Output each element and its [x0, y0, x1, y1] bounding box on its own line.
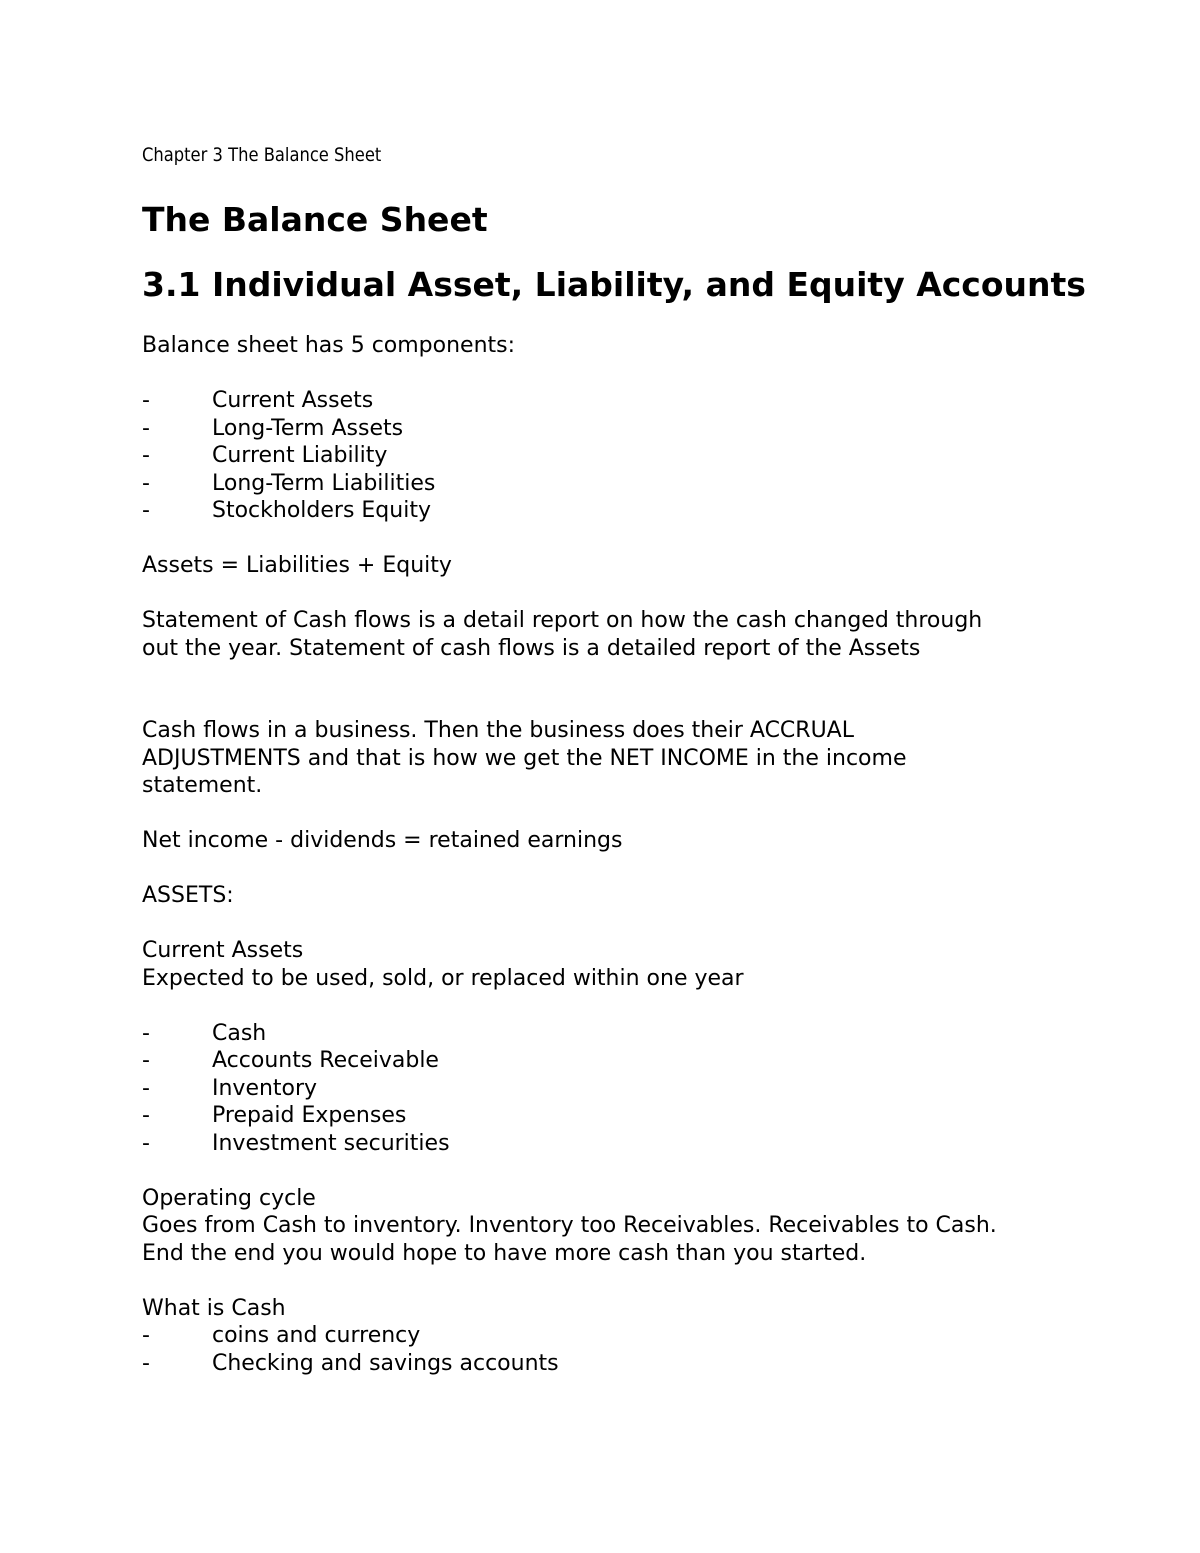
- dash-bullet: -: [142, 1130, 150, 1156]
- operating-cycle-line-2: End the end you would hope to have more cash than you started.: [142, 1240, 867, 1266]
- cash-flows-line-2: out the year. Statement of cash flows is a detailed report of the Assets: [142, 635, 921, 661]
- dash-bullet: -: [142, 470, 150, 496]
- accrual-line-3: statement.: [142, 773, 263, 798]
- current-assets-description: Expected to be used, sold, or replaced within one year: [142, 965, 744, 991]
- page-header: Chapter 3 The Balance Sheet: [142, 144, 382, 166]
- list-item: - Checking and savings accounts: [142, 1350, 559, 1376]
- components-list: [142, 387, 1102, 525]
- document-title: The Balance Sheet: [142, 200, 488, 239]
- list-item: - Investment securities: [142, 1130, 450, 1156]
- list-item: - Current Liability: [142, 443, 388, 468]
- list-item: - Cash: [142, 1020, 267, 1046]
- list-item: - Inventory: [142, 1075, 318, 1101]
- list-item: - Stockholders Equity: [142, 498, 431, 523]
- dash-bullet: -: [142, 415, 150, 441]
- components-intro: Balance sheet has 5 components:: [142, 333, 516, 358]
- dash-bullet: -: [142, 1048, 150, 1073]
- assets-heading: ASSETS:: [142, 883, 234, 908]
- accrual-line-2: ADJUSTMENTS and that is how we get the NET INCOME in the income: [142, 745, 907, 771]
- current-assets-heading: Current Assets: [142, 938, 304, 963]
- what-is-cash-list: [142, 1322, 1102, 1377]
- dash-bullet: -: [142, 1075, 150, 1101]
- list-item: - Accounts Receivable: [142, 1048, 439, 1073]
- cash-flows-line-1: Statement of Cash flows is a detail report on how the cash changed through: [142, 608, 983, 633]
- dash-bullet: -: [142, 1020, 150, 1046]
- operating-cycle-heading: Operating cycle: [142, 1185, 316, 1211]
- retained-earnings-formula: Net income - dividends = retained earnings: [142, 828, 623, 853]
- list-item: - Long-Term Assets: [142, 415, 404, 441]
- what-is-cash-heading: What is Cash: [142, 1295, 286, 1321]
- list-item: - Long-Term Liabilities: [142, 470, 436, 496]
- list-item: - coins and currency: [142, 1323, 421, 1348]
- operating-cycle-line-1: Goes from Cash to inventory. Inventory too Receivables. Receivables to Cash.: [142, 1213, 997, 1238]
- dash-bullet: -: [142, 1350, 150, 1376]
- dash-bullet: -: [142, 1323, 150, 1348]
- accrual-line-1: Cash flows in a business. Then the business does their ACCRUAL: [142, 718, 854, 743]
- dash-bullet: -: [142, 443, 150, 468]
- dash-bullet: -: [142, 498, 150, 523]
- section-title: 3.1 Individual Asset, Liability, and Equity Accounts: [142, 265, 1086, 304]
- current-assets-list: [142, 1020, 1102, 1158]
- dash-bullet: -: [142, 388, 150, 413]
- list-item: - Prepaid Expenses: [142, 1103, 407, 1128]
- dash-bullet: -: [142, 1103, 150, 1128]
- accounting-equation: Assets = Liabilities + Equity: [142, 553, 452, 578]
- document-page: [142, 143, 1102, 1377]
- list-item: - Current Assets: [142, 388, 374, 413]
